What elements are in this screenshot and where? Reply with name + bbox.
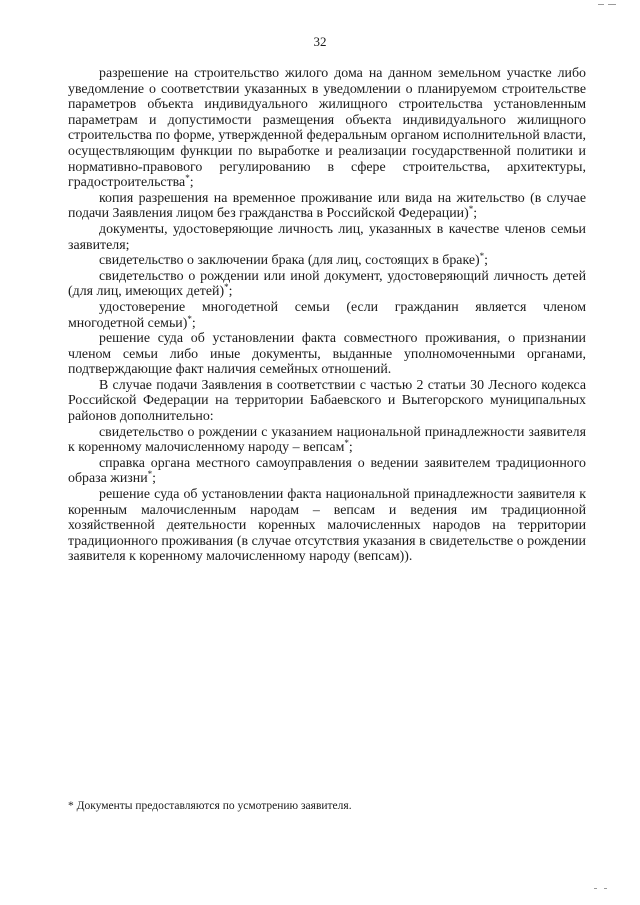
paragraph-tail: ; <box>228 284 233 300</box>
scan-mark <box>594 888 597 889</box>
paragraph <box>68 269 586 300</box>
scan-mark <box>608 4 616 5</box>
paragraph <box>68 300 586 331</box>
footnote-mark: * <box>344 438 349 449</box>
paragraph <box>68 378 586 425</box>
footnote-mark: * <box>479 251 485 262</box>
scan-mark <box>598 4 604 5</box>
footnote-mark: * <box>187 313 192 324</box>
footnote-mark: * <box>185 173 190 184</box>
paragraph <box>68 456 586 487</box>
footnote-mark: * <box>224 282 229 293</box>
paragraph-text: удостоверение многодетной семьи (если гражданин является членом многодетной семьи) <box>68 299 586 331</box>
paragraph-text: свидетельство о рождении с указанием национальной принадлежности заявителя к коренному малочисленному народу – вепсам <box>68 424 586 456</box>
paragraph <box>68 253 586 269</box>
scan-mark <box>604 888 607 889</box>
paragraph <box>68 331 586 378</box>
paragraph-text: свидетельство о заключении брака (для лиц, состоящих в браке) <box>99 253 480 269</box>
paragraph <box>68 222 586 253</box>
paragraph <box>68 487 586 565</box>
paragraph-text: свидетельство о рождении или иной документ, удостоверяющий личность детей (для лиц, имеющих детей) <box>68 268 586 300</box>
page-number: 32 <box>313 34 327 49</box>
paragraph-tail: ; <box>152 471 156 487</box>
footnote: * Документы предоставляются по усмотрению заявителя. <box>68 800 352 812</box>
paragraph-tail: ; <box>473 206 478 222</box>
paragraph-text: решение суда об установлении факта совместного проживания, о признании членом семьи либо иные документы, выданные уполномоченными органами, подтверждающие факт наличия семейных отношений. <box>68 331 586 378</box>
document-body <box>68 66 586 565</box>
paragraph <box>68 425 586 456</box>
paragraph-text: В случае подачи Заявления в соответствии с частью 2 статьи 30 Лесного кодекса Российской Федерации на территории Бабаевского и Вытегорского муниципальных районов дополнительно: <box>68 377 586 425</box>
paragraph-text: разрешение на строительство жилого дома на данном земельном участке либо уведомление о соответствии указанных в уведомлении о планируемом строительстве параметров объекта индивидуального жилищного строительства установленным параметрам и допустимости размещения объекта индивидуального жилищного строительства по форме, утвержденной федеральным органом исполнительной власти, осуществляющим функции по выработке и реализации государственной политики и нормативно-правового регулированию в сфере строительства, архитектуры, градостроительства <box>68 66 586 191</box>
footnote-mark: * <box>147 469 153 480</box>
paragraph-tail: ; <box>484 253 489 269</box>
paragraph <box>68 191 586 222</box>
paragraph-text: справка органа местного самоуправления о ведении заявителем традиционного образа жизни <box>68 455 586 487</box>
paragraph-tail: ; <box>348 440 353 456</box>
footnote-mark: * <box>468 204 474 215</box>
paragraph <box>68 66 586 191</box>
paragraph-tail: ; <box>189 175 194 191</box>
paragraph-text: копия разрешения на временное проживание или вида на жительство (в случае подачи Заявления лицом без гражданства в Российской Федерации) <box>68 190 586 222</box>
paragraph-tail: ; <box>191 315 196 331</box>
paragraph-text: решение суда об установлении факта национальной принадлежности заявителя к коренным малочисленным народам – вепсам и ведения им традиционной хозяйственной деятельности коренных малочисленных народов на территории традиционного проживания (в случае отсутствия указания в свидетельстве о рождении заявителя к коренному малочисленному народу (вепсам)). <box>68 487 586 565</box>
paragraph-text: документы, удостоверяющие личность лиц, указанных в качестве членов семьи заявителя; <box>68 221 586 253</box>
